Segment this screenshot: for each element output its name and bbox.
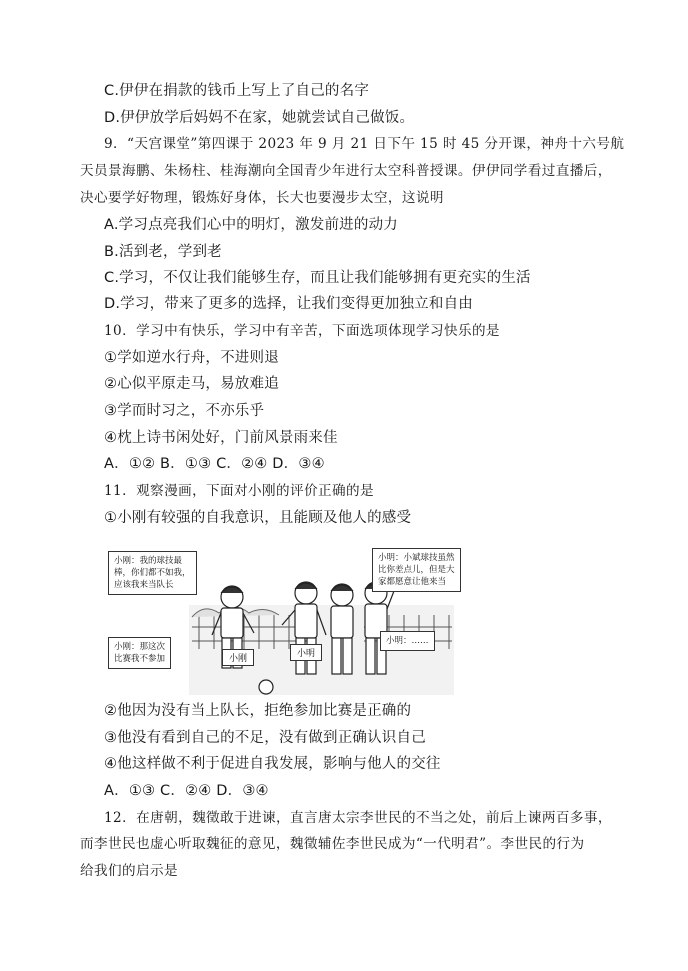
name-tag-xiaoming: 小明 [290,644,322,661]
bubble-line: 小明：…… [386,636,429,646]
q12-stem-line2: 而李世民也虚心听取魏征的意见，魏徵辅佐李世民成为“一代明君”。李世民的行为 [80,836,585,852]
bubble-line: 比赛我不参加 [114,654,166,664]
q11-item-3: ③他没有看到自己的不足，没有做到正确认识自己 [104,730,426,746]
bubble-line: 比你差点儿，但是大 [378,565,455,575]
bubble-line: 棒，你们都不如我， [114,568,191,578]
q12-stem-line1: 12．在唐朝，魏徵敢于进谏，直言唐太宗李世民的不当之处，前后上谏两百多事， [104,810,612,826]
q10-options: A．①② B．①③ C．②④ D．③④ [104,456,325,472]
q10-item-4: ④枕上诗书闲处好，门前风景雨来佳 [104,430,338,446]
q8-option-c: C.伊伊在捐款的钱币上写上了自己的名字 [104,83,370,99]
q9-stem-line1: 9．“天宫课堂”第四课于 2023 年 9 月 21 日下午 15 时 45 分开课，神舟十六号航 [104,136,625,152]
q9-stem-line3: 决心要学好物理，锻炼好身体，长大也要漫步太空，这说明 [80,190,444,206]
q10-stem: 10．学习中有快乐，学习中有辛苦，下面选项体现学习快乐的是 [104,323,500,339]
q11-item-4: ④他这样做不利于促进自我发展，影响与他人的交往 [104,756,441,772]
q9-option-a: A.学习点亮我们心中的明灯，激发前进的动力 [104,217,398,233]
q10-item-2: ②心似平原走马，易放难追 [104,376,279,392]
speech-bubble-xiaoming-2 [380,631,435,651]
name-tag-xiaogang: 小刚 [222,649,254,666]
q12-stem-line3: 给我们的启示是 [80,863,178,879]
q9-option-c: C.学习，不仅让我们能够生存，而且让我们能够拥有更充实的生活 [104,270,531,286]
comic-illustration [104,545,478,695]
bubble-line: 小刚：那这次 [114,642,166,652]
q9-option-d: D.学习，带来了更多的选择，让我们变得更加独立和自由 [104,296,473,312]
bubble-line: 小刚：我的球技最 [114,556,183,566]
q11-options: A．①③ C．②④ D．③④ [104,783,269,799]
q11-stem: 11．观察漫画，下面对小刚的评价正确的是 [104,483,374,499]
bubble-line: 家都愿意让他来当 [378,577,447,587]
q9-stem-line2: 天员景海鹏、朱杨柱、桂海潮向全国青少年进行太空科普授课。伊伊同学看过直播后， [80,163,612,179]
q11-item-1: ①小刚有较强的自我意识，且能顾及他人的感受 [104,510,412,526]
soccer-ball [259,680,273,694]
speech-bubble-xiaogang-1 [108,551,197,595]
bubble-line: 应该我来当队长 [114,580,174,590]
q9-option-b: B.活到老，学到老 [104,244,222,260]
speech-bubble-xiaogang-2 [108,637,171,669]
q10-item-3: ③学而时习之，不亦乐乎 [104,403,265,419]
q10-item-1: ①学如逆水行舟，不进则退 [104,350,279,366]
q11-item-2: ②他因为没有当上队长，拒绝参加比赛是正确的 [104,703,412,719]
speech-bubble-xiaoming-1 [372,548,461,592]
q8-option-d: D.伊伊放学后妈妈不在家，她就尝试自己做饭。 [104,110,415,126]
bubble-line: 小明：小斌球技虽然 [378,553,455,563]
